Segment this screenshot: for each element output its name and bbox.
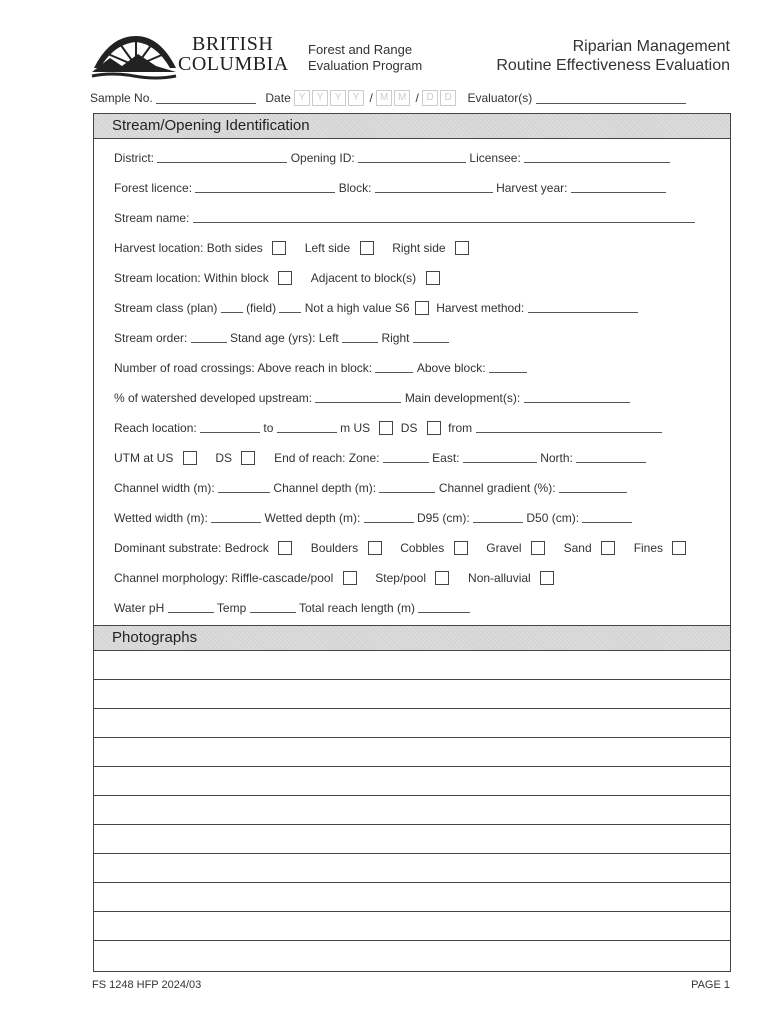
top-line: [90, 90, 730, 106]
row-water: [114, 600, 712, 615]
label: East:: [432, 450, 460, 465]
label: Gravel: [486, 540, 522, 555]
sample-label: Sample No.: [90, 91, 153, 105]
label: Stream class (plan): [114, 300, 218, 315]
photo-line[interactable]: [94, 940, 730, 941]
stream-class-field-field[interactable]: [279, 302, 301, 313]
label: District:: [114, 150, 154, 165]
utm-north-field[interactable]: [576, 452, 646, 463]
label: m US: [340, 420, 371, 435]
water-ph-field[interactable]: [168, 602, 214, 613]
label: Channel width (m):: [114, 480, 215, 495]
date-label: Date: [265, 91, 291, 105]
date-slash: /: [369, 91, 373, 105]
riffle-cascade-pool-checkbox[interactable]: [343, 571, 357, 585]
form-title: [496, 37, 730, 75]
forest-licence-field[interactable]: [195, 182, 335, 193]
cobbles-checkbox[interactable]: [454, 541, 468, 555]
row-reach-location: [114, 420, 712, 435]
row-stream-order: [114, 330, 712, 345]
page-number: PAGE 1: [691, 979, 730, 991]
label: Harvest method:: [436, 300, 525, 315]
utm-east-field[interactable]: [463, 452, 537, 463]
label: Forest licence:: [114, 180, 193, 195]
label: Total reach length (m): [298, 600, 416, 615]
district-field[interactable]: [157, 152, 287, 163]
row-stream-name: [114, 210, 712, 225]
label: Non-alluvial: [468, 570, 531, 585]
row-channel: [114, 480, 712, 495]
label: Adjacent to block(s): [310, 270, 417, 285]
date-day-field[interactable]: [422, 90, 461, 104]
label: Opening ID:: [290, 150, 355, 165]
non-alluvial-checkbox[interactable]: [540, 571, 554, 585]
within-block-checkbox[interactable]: [278, 271, 292, 285]
label: Channel gradient (%):: [438, 480, 556, 495]
section-title: Stream/Opening Identification: [94, 114, 730, 139]
sand-checkbox[interactable]: [601, 541, 615, 555]
evaluator-label: Evaluator(s): [467, 91, 533, 105]
channel-gradient-field[interactable]: [559, 482, 627, 493]
main-development-field[interactable]: [524, 392, 630, 403]
photo-line[interactable]: [94, 679, 730, 680]
reach-from-field[interactable]: [200, 422, 260, 433]
reach-from-location-field[interactable]: [476, 422, 662, 433]
label: Stream location: Within block: [114, 270, 269, 285]
form-id: FS 1248 HFP 2024/03: [92, 979, 202, 991]
label: Channel morphology: Riffle-cascade/pool: [114, 570, 334, 585]
stream-name-field[interactable]: [193, 212, 695, 223]
utm-us-checkbox[interactable]: [183, 451, 197, 465]
fines-checkbox[interactable]: [672, 541, 686, 555]
date-box: D: [422, 90, 438, 106]
label: Right side: [392, 240, 446, 255]
label: Wetted width (m):: [114, 510, 208, 525]
label: Sand: [563, 540, 592, 555]
label: Main development(s):: [404, 390, 521, 405]
wetted-width-field[interactable]: [211, 512, 261, 523]
reach-ds-checkbox[interactable]: [427, 421, 441, 435]
stand-age-left-field[interactable]: [342, 332, 378, 343]
both-sides-checkbox[interactable]: [272, 241, 286, 255]
date-box: Y: [348, 90, 364, 106]
harvest-year-field[interactable]: [571, 182, 666, 193]
watershed-developed-field[interactable]: [315, 392, 401, 403]
row-utm: [114, 450, 712, 465]
d50-field[interactable]: [582, 512, 632, 523]
date-year-field[interactable]: [294, 90, 369, 104]
row-wetted: [114, 510, 712, 525]
evaluator-field[interactable]: [536, 93, 686, 104]
label: Water pH: [114, 600, 165, 615]
label: (field): [246, 300, 277, 315]
program-line1: Forest and Range: [308, 42, 413, 57]
block-field[interactable]: [375, 182, 493, 193]
right-side-checkbox[interactable]: [455, 241, 469, 255]
date-box: Y: [294, 90, 310, 106]
label: Stand age (yrs): Left: [230, 330, 339, 345]
label: UTM at US: [114, 450, 174, 465]
label: North:: [540, 450, 573, 465]
photo-line[interactable]: [94, 911, 730, 912]
program-name: [308, 42, 422, 74]
photo-line[interactable]: [94, 737, 730, 738]
stream-class-plan-field[interactable]: [221, 302, 243, 313]
photo-line[interactable]: [94, 882, 730, 883]
row-road-crossings: [114, 360, 712, 375]
date-box: D: [440, 90, 456, 106]
row-stream-location: [114, 270, 712, 285]
date-box: Y: [330, 90, 346, 106]
row-morphology: [114, 570, 712, 585]
boulders-checkbox[interactable]: [368, 541, 382, 555]
utm-ds-checkbox[interactable]: [241, 451, 255, 465]
photographs-section: [93, 625, 731, 972]
row-harvest-location: [114, 240, 712, 255]
photo-line[interactable]: [94, 708, 730, 709]
label: from: [448, 420, 473, 435]
label: to: [263, 420, 274, 435]
org-line1: BRITISH: [192, 33, 274, 55]
licensee-field[interactable]: [524, 152, 670, 163]
wetted-depth-field[interactable]: [364, 512, 414, 523]
date-slash: /: [415, 91, 419, 105]
date-box: M: [376, 90, 392, 106]
label: Left side: [304, 240, 351, 255]
label: Channel depth (m):: [273, 480, 377, 495]
reach-us-checkbox[interactable]: [379, 421, 393, 435]
d95-field[interactable]: [473, 512, 523, 523]
photo-line[interactable]: [94, 853, 730, 854]
row-substrate: [114, 540, 712, 555]
photo-line[interactable]: [94, 795, 730, 796]
gravel-checkbox[interactable]: [531, 541, 545, 555]
date-month-field[interactable]: [376, 90, 415, 104]
section-title: Photographs: [94, 626, 730, 651]
title-line2: Routine Effectiveness Evaluation: [496, 57, 730, 74]
org-line2: COLUMBIA: [178, 53, 289, 75]
label: % of watershed developed upstream:: [114, 390, 313, 405]
label: DS: [215, 450, 233, 465]
label: Step/pool: [375, 570, 426, 585]
date-box: Y: [312, 90, 328, 106]
label: Reach location:: [114, 420, 197, 435]
label: D95 (cm):: [417, 510, 470, 525]
sample-field[interactable]: [156, 93, 256, 104]
program-line2: Evaluation Program: [308, 58, 423, 73]
stream-order-field[interactable]: [191, 332, 227, 343]
bedrock-checkbox[interactable]: [278, 541, 292, 555]
date-box: M: [394, 90, 410, 106]
label: Harvest location: Both sides: [114, 240, 263, 255]
label: End of reach: Zone:: [274, 450, 380, 465]
water-icon: [92, 74, 176, 78]
harvest-method-field[interactable]: [528, 302, 638, 313]
title-line1: Riparian Management: [572, 38, 730, 55]
left-side-checkbox[interactable]: [360, 241, 374, 255]
row-stream-class: [114, 300, 712, 315]
channel-depth-field[interactable]: [379, 482, 435, 493]
photo-line[interactable]: [94, 824, 730, 825]
label: Boulders: [310, 540, 359, 555]
label: Fines: [633, 540, 664, 555]
row-district: [114, 150, 712, 165]
label: Dominant substrate: Bedrock: [114, 540, 269, 555]
label: D50 (cm):: [526, 510, 580, 525]
label: Wetted depth (m):: [264, 510, 361, 525]
opening-id-field[interactable]: [358, 152, 466, 163]
label: DS: [400, 420, 418, 435]
org-name: [178, 34, 289, 74]
not-high-value-s6-checkbox[interactable]: [415, 301, 429, 315]
stream-opening-section: [93, 113, 731, 627]
step-pool-checkbox[interactable]: [435, 571, 449, 585]
label: Stream order:: [114, 330, 188, 345]
row-watershed: [114, 390, 712, 405]
label: Right: [381, 330, 410, 345]
crossings-in-block-field[interactable]: [375, 362, 413, 373]
stand-age-right-field[interactable]: [413, 332, 449, 343]
temp-field[interactable]: [250, 602, 296, 613]
label: Block:: [338, 180, 372, 195]
reach-to-field[interactable]: [277, 422, 337, 433]
label: Temp: [216, 600, 247, 615]
label: Harvest year:: [496, 180, 568, 195]
total-reach-length-field[interactable]: [418, 602, 470, 613]
label: Number of road crossings: Above reach in block:: [114, 360, 373, 375]
label: Licensee:: [469, 150, 521, 165]
label: Cobbles: [400, 540, 445, 555]
label: Above block:: [416, 360, 486, 375]
utm-zone-field[interactable]: [383, 452, 429, 463]
label: Not a high value S6: [304, 300, 410, 315]
adjacent-block-checkbox[interactable]: [426, 271, 440, 285]
photo-line[interactable]: [94, 766, 730, 767]
channel-width-field[interactable]: [218, 482, 270, 493]
label: Stream name:: [114, 210, 190, 225]
crossings-above-block-field[interactable]: [489, 362, 527, 373]
row-forest-licence: [114, 180, 712, 195]
